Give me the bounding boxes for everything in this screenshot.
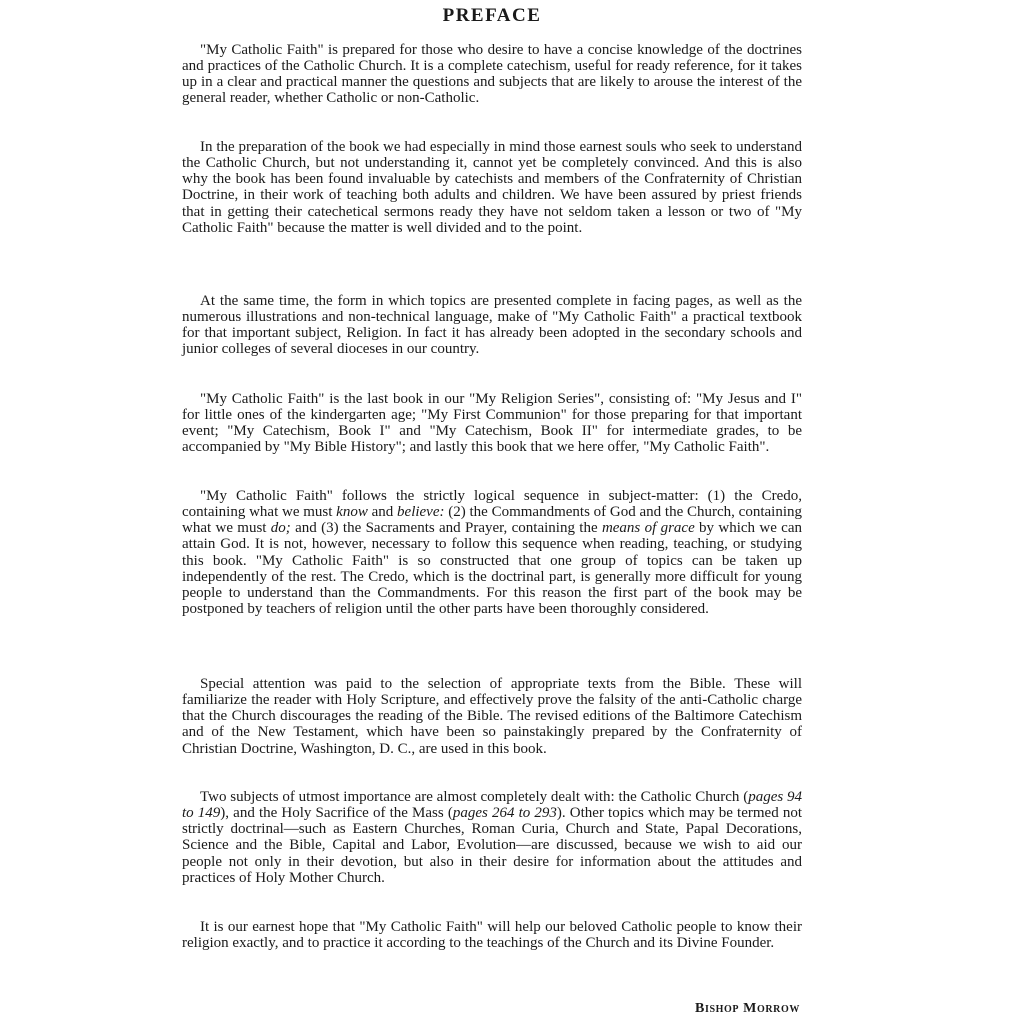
paragraph-5-emphasis-believe: believe: [397,504,445,521]
paragraph-6: Special attention was paid to the selection of appropriate texts from the Bible. These will familiarize the reader with Holy Scripture, and effectively prove the falsity of the anti-Catholic charge that the Church discourages the reading of the Bible. The revised editions of the Baltimore Catechism and of the New Testament, which have been so painstakingly prepared by the Confraternity of Christian Doctrine, Washington, D. C., are used in this book. [182,676,802,757]
paragraph-5-text-3: (2) the Commandments of God and the Church, containing what we must [182,504,802,537]
paragraph-7-text-1: Two subjects of utmost importance are almost completely dealt with: the Catholic Church ( [200,789,749,805]
paragraph-5-emphasis-means-of-grace: means of grace [601,520,695,537]
author-signature: Bishop Morrow [695,1001,800,1016]
paragraph-8: It is our earnest hope that "My Catholic Faith" will help our beloved Catholic people to know their religion exactly, and to practice it according to the teachings of the Church and its Divine Founder. [182,919,802,952]
paragraph-5-text-4: and (3) the Sacraments and Prayer, containing the [290,520,602,537]
paragraph-1: "My Catholic Faith" is prepared for those who desire to have a concise knowledge of the doctrines and practices of the Catholic Church. It is a complete catechism, useful for ready reference, for it takes up in a clear and practical manner the questions and subjects that are likely to arouse the interest of the general reader, whether Catholic or non-Catholic. [182,42,802,107]
paragraph-5-text-1: "My Catholic Faith" follows the strictly logical sequence in subject-matter: (1) the Credo, containing what we must [182,488,802,521]
paragraph-3: At the same time, the form in which topics are presented complete in facing pages, as well as the numerous illustrations and non-technical language, make of "My Catholic Faith" a practical textbook for that important subject, Religion. In fact it has already been adopted in the secondary schools and junior colleges of several dioceses in our country. [182,293,802,358]
paragraph-4: "My Catholic Faith" is the last book in our "My Religion Series", consisting of: "My Jesus and I" for little ones of the kindergarten age; "My First Communion" for those preparing for that important event; "My Catechism, Book I" and "My Catechism, Book II" for intermediate grades, to be accompanied by "My Bible History"; and lastly this book that we here offer, "My Catholic Faith". [182,391,802,456]
paragraph-5-emphasis-know: know [336,504,368,521]
document-page [182,0,802,1024]
paragraph-2: In the preparation of the book we had especially in mind those earnest souls who seek to understand the Catholic Church, but not understanding it, cannot yet be completely convinced. And this is also why the book has been found invaluable by catechists and members of the Confraternity of Christian Doctrine, in their work of teaching both adults and children. We have been assured by priest friends that in getting their catechetical sermons ready they have not seldom taken a lesson or two of "My Catholic Faith" because the matter is well divided and to the point. [182,139,802,236]
paragraph-7-text-2: ), and the Holy Sacrifice of the Mass ( [220,805,453,822]
paragraph-7-text-3: ). Other topics which may be termed not strictly doctrinal—such as Eastern Churches, Roman Curia, Church and State, Papal Decorations, Science and the Bible, Capital and Labor, Evolution—are discussed, because we wish to aid our people not only in their devotion, but also in their desire for information about the attitudes and practices of Holy Mother Church. [182,805,802,886]
paragraph-7 [182,789,802,886]
paragraph-5 [182,488,802,617]
paragraph-5-emphasis-do: do; [270,520,291,537]
page-title: PREFACE [442,5,542,26]
paragraph-7-page-range-church: pages 94 to 149 [182,789,802,822]
paragraph-5-text-2: and [367,504,398,521]
paragraph-5-text-5: by which we can attain God. It is not, however, necessary to follow this sequence when reading, teaching, or studying this book. "My Catholic Faith" is so constructed that one group of topics can be taken up independently of the rest. The Credo, which is the doctrinal part, is generally more difficult for young people to understand than the Commandments. For this reason the first part of the book may be postponed by teachers of religion until the other parts have been thoroughly considered. [182,520,802,618]
paragraph-7-page-range-mass: pages 264 to 293 [452,805,557,822]
